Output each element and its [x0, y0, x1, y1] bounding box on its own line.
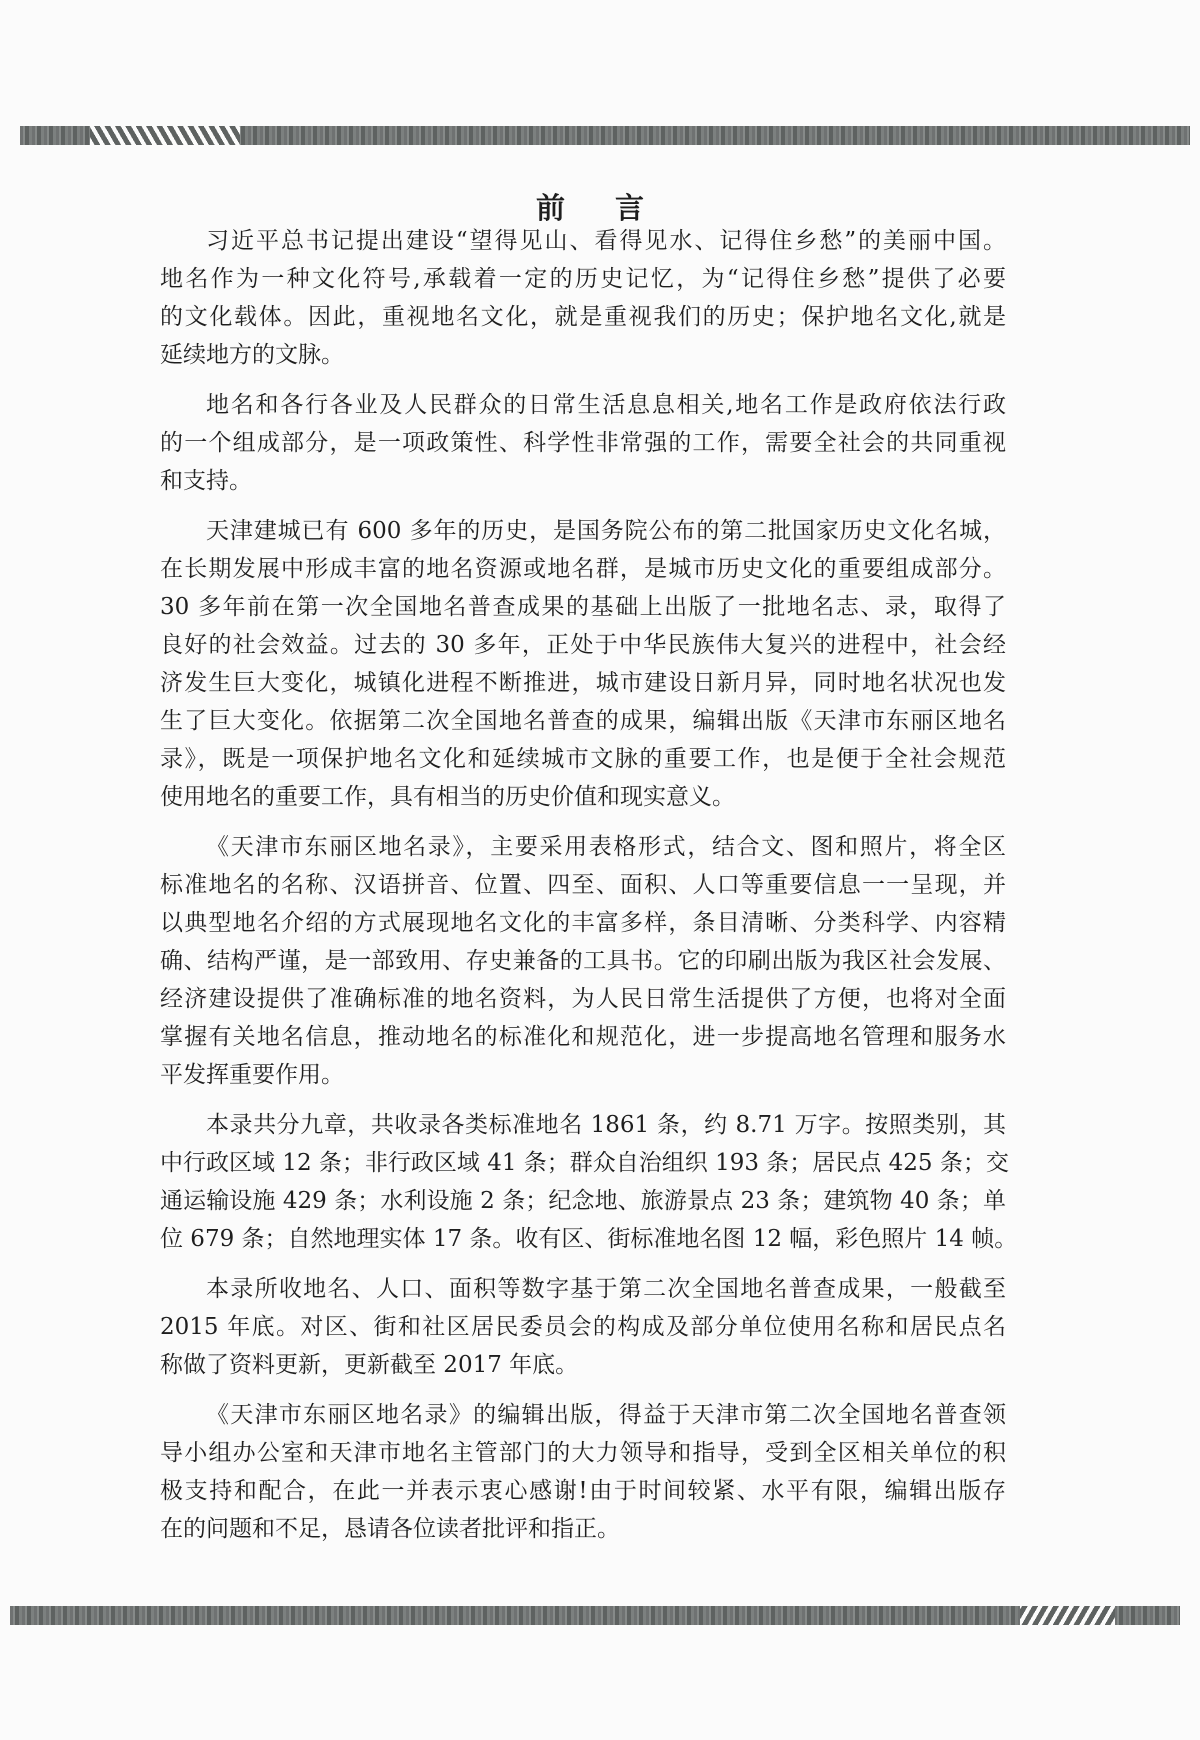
- text-line: 位 679 条；自然地理实体 17 条。收有区、街标准地名图 12 幅，彩色照片 14 帧。: [160, 1226, 1018, 1252]
- text-line: 济发生巨大变化，城镇化进程不断推进，城市建设日新月异，同时地名状况也发: [160, 670, 1006, 696]
- text-line: 30 多年前在第一次全国地名普查成果的基础上出版了一批地名志、录，取得了: [160, 594, 1006, 620]
- text-line: 使用地名的重要工作，具有相当的历史价值和现实意义。: [160, 784, 735, 810]
- text-line: 良好的社会效益。过去的 30 多年，正处于中华民族伟大复兴的进程中，社会经: [160, 632, 1006, 658]
- text-line: 掌握有关地名信息，推动地名的标准化和规范化，进一步提高地名管理和服务水: [160, 1024, 1006, 1050]
- text-line: 本录所收地名、人口、面积等数字基于第二次全国地名普查成果，一般截至: [206, 1276, 1006, 1302]
- text-line: 称做了资料更新，更新截至 2017 年底。: [160, 1352, 579, 1378]
- text-line: 录》，既是一项保护地名文化和延续城市文脉的重要工作，也是便于全社会规范: [160, 746, 1006, 772]
- text-line: 在长期发展中形成丰富的地名资源或地名群，是城市历史文化的重要组成部分。: [160, 556, 1006, 582]
- text-line: 本录共分九章，共收录各类标准地名 1861 条，约 8.71 万字。按照类别，其: [206, 1112, 1006, 1138]
- text-line: 《天津市东丽区地名录》，主要采用表格形式，结合文、图和照片，将全区: [206, 834, 1006, 860]
- preface-body: [160, 222, 1018, 1560]
- text-line: 《天津市东丽区地名录》的编辑出版，得益于天津市第二次全国地名普查领: [206, 1402, 1006, 1428]
- bottom-decorative-bar: [10, 1606, 1180, 1625]
- text-line: 极支持和配合，在此一并表示衷心感谢!由于时间较紧、水平有限，编辑出版存: [160, 1478, 1006, 1504]
- text-line: 经济建设提供了准确标准的地名资料，为人民日常生活提供了方便，也将对全面: [160, 986, 1006, 1012]
- paragraph: [160, 1396, 1006, 1548]
- text-line: 中行政区域 12 条；非行政区域 41 条；群众自治组织 193 条；居民点 425 条；交: [160, 1150, 1009, 1176]
- text-line: 和支持。: [160, 468, 252, 494]
- page-title: 前 言: [535, 191, 665, 225]
- text-line: 在的问题和不足，恳请各位读者批评和指正。: [160, 1516, 620, 1542]
- paragraph: [160, 512, 1006, 816]
- paragraph: [160, 828, 1006, 1094]
- text-line: 延续地方的文脉。: [160, 342, 344, 368]
- text-line: 地名和各行各业及人民群众的日常生活息息相关,地名工作是政府依法行政: [206, 392, 1006, 418]
- top-decorative-bar: [20, 126, 1190, 145]
- paragraph: [160, 1270, 1006, 1384]
- text-line: 标准地名的名称、汉语拼音、位置、四至、面积、人口等重要信息一一呈现，并: [160, 872, 1006, 898]
- text-line: 生了巨大变化。依据第二次全国地名普查的成果，编辑出版《天津市东丽区地名: [160, 708, 1006, 734]
- stripe-pattern: [90, 126, 240, 145]
- text-line: 的文化载体。因此，重视地名文化，就是重视我们的历史；保护地名文化,就是: [160, 304, 1006, 330]
- stripe-pattern: [1020, 1606, 1115, 1625]
- text-line: 通运输设施 429 条；水利设施 2 条；纪念地、旅游景点 23 条；建筑物 40 条；单: [160, 1188, 1006, 1214]
- text-line: 地名作为一种文化符号,承载着一定的历史记忆，为“记得住乡愁”提供了必要: [160, 266, 1006, 292]
- text-line: 的一个组成部分，是一项政策性、科学性非常强的工作，需要全社会的共同重视: [160, 430, 1006, 456]
- text-line: 确、结构严谨，是一部致用、存史兼备的工具书。它的印刷出版为我区社会发展、: [160, 948, 1006, 974]
- text-line: 2015 年底。对区、街和社区居民委员会的构成及部分单位使用名称和居民点名: [160, 1314, 1006, 1340]
- text-line: 平发挥重要作用。: [160, 1062, 344, 1088]
- text-line: 天津建城已有 600 多年的历史，是国务院公布的第二批国家历史文化名城，: [206, 518, 1006, 544]
- text-line: 习近平总书记提出建设“望得见山、看得见水、记得住乡愁”的美丽中国。: [206, 228, 1006, 254]
- paragraph: [160, 1106, 1018, 1258]
- text-line: 以典型地名介绍的方式展现地名文化的丰富多样，条目清晰、分类科学、内容精: [160, 910, 1006, 936]
- text-line: 导小组办公室和天津市地名主管部门的大力领导和指导，受到全区相关单位的积: [160, 1440, 1006, 1466]
- paragraph: [160, 222, 1006, 374]
- paragraph: [160, 386, 1006, 500]
